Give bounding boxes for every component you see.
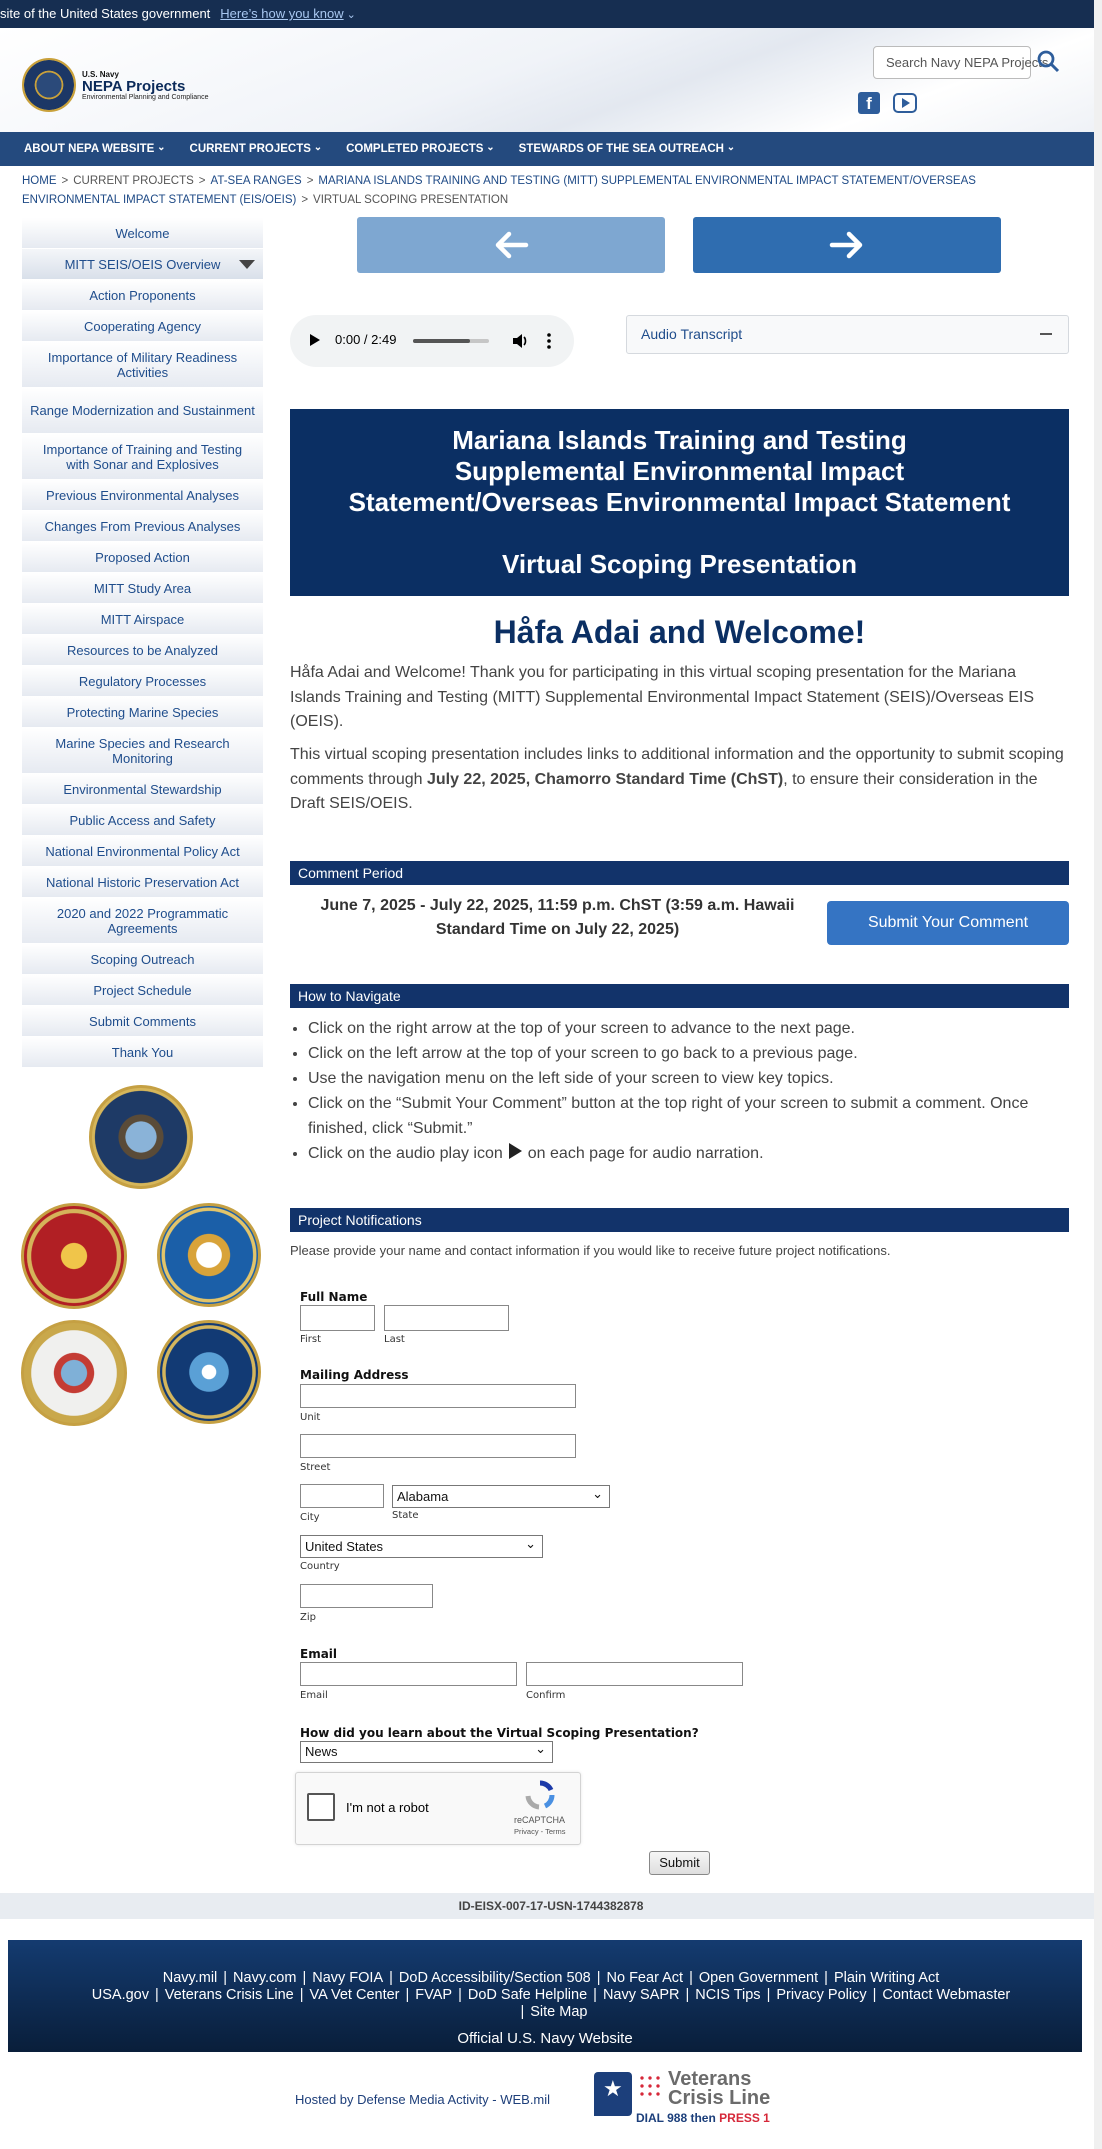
gov-banner [0, 0, 1102, 28]
footer-link[interactable]: Plain Writing Act [833, 1970, 940, 1986]
arrow-left-icon [494, 231, 528, 259]
sidebar-item[interactable]: Submit Comments [22, 1006, 263, 1037]
submit-your-comment-button[interactable]: Submit Your Comment [827, 901, 1069, 945]
sidebar-item[interactable]: Public Access and Safety [22, 805, 263, 836]
sidebar-item[interactable]: Resources to be Analyzed [22, 635, 263, 666]
footer-separator: | [405, 1987, 410, 2003]
breadcrumb-sep: > [61, 175, 69, 187]
comment-period-dates: June 7, 2025 - July 22, 2025, 11:59 p.m. ChST (3:59 a.m. Hawaii Standard Time on July 22, 2025) [320, 897, 795, 938]
air-force-emblem [157, 1320, 261, 1424]
footer-separator: | [689, 1970, 693, 1986]
footer-separator: | [299, 1987, 304, 2003]
previous-page-button[interactable] [357, 217, 665, 273]
breadcrumb-sep: > [198, 175, 206, 187]
footer-link[interactable]: Navy.com [233, 1970, 297, 1986]
email-input[interactable] [300, 1662, 517, 1686]
city-input[interactable] [300, 1484, 384, 1508]
footer-link[interactable]: DoD Safe Helpline [467, 1987, 588, 2003]
comment-period-header: Comment Period [290, 861, 1069, 885]
navy-seal-logo[interactable] [22, 58, 76, 112]
nav-stewards[interactable]: STEWARDS OF THE SEA OUTREACH ⌄ [519, 132, 735, 166]
sidebar-item[interactable]: Marine Species and Research Monitoring [22, 728, 263, 774]
nav-completed-projects[interactable]: COMPLETED PROJECTS ⌄ [346, 132, 495, 166]
scrollbar[interactable] [1094, 0, 1102, 2149]
sidebar-item[interactable]: Protecting Marine Species [22, 697, 263, 728]
breadcrumb-current[interactable]: CURRENT PROJECTS [73, 175, 194, 187]
sidebar-nav [22, 218, 263, 1068]
sidebar-item[interactable]: MITT Airspace [22, 604, 263, 635]
submit-button[interactable]: Submit [649, 1851, 710, 1875]
main-nav [0, 132, 1102, 166]
footer-separator: | [223, 1970, 228, 1986]
recaptcha-brand: reCAPTCHA [514, 1815, 566, 1825]
first-name-input[interactable] [300, 1305, 375, 1331]
email-heading: Email [300, 1647, 338, 1661]
sidebar-item[interactable]: Action Proponents [22, 280, 263, 311]
sidebar-item[interactable]: Environmental Stewardship [22, 774, 263, 805]
next-page-button[interactable] [693, 217, 1001, 273]
recaptcha-terms-link[interactable]: Privacy - Terms [514, 1827, 566, 1836]
footer-link[interactable]: Navy.mil [162, 1970, 218, 1986]
brand-subtitle: Environmental Planning and Compliance [82, 94, 209, 101]
recaptcha-checkbox[interactable] [307, 1793, 335, 1821]
email-label: Email [300, 1690, 328, 1701]
welcome-heading: Håfa Adai and Welcome! [493, 614, 866, 650]
state-label: State [392, 1510, 419, 1521]
vcl-text [668, 2070, 770, 2108]
learn-about-select[interactable]: News ⌄ [300, 1741, 553, 1763]
search-input[interactable]: Search Navy NEPA Projects [873, 46, 1031, 79]
heres-how-you-know-link[interactable]: Here’s how you know [220, 6, 344, 21]
sidebar-item[interactable]: MITT Study Area [22, 573, 263, 604]
footer-separator: | [154, 1987, 159, 2003]
footer-separator: | [389, 1970, 393, 1986]
play-icon[interactable] [310, 334, 320, 346]
recaptcha-logo-icon [525, 1780, 555, 1810]
footer-link[interactable]: Privacy Policy [776, 1987, 867, 2003]
sidebar-item[interactable]: Proposed Action [22, 542, 263, 573]
state-select[interactable]: Alabama ⌄ [392, 1485, 610, 1508]
sidebar-item[interactable]: Range Modernization and Sustainment [22, 388, 263, 434]
footer-link[interactable]: Veterans Crisis Line [164, 1987, 294, 2003]
mailing-address-label: Mailing Address [300, 1368, 409, 1382]
footer-link[interactable]: VA Vet Center [309, 1987, 400, 2003]
street-input[interactable] [300, 1434, 576, 1458]
star-icon: ★ [603, 2076, 623, 2101]
sidebar-item[interactable]: Previous Environmental Analyses [22, 480, 263, 511]
army-emblem [21, 1320, 127, 1426]
first-label: First [300, 1334, 322, 1345]
footer-link[interactable]: Site Map [530, 2004, 588, 2020]
confirm-label: Confirm [526, 1690, 566, 1701]
sidebar-item[interactable]: Project Schedule [22, 975, 263, 1006]
welcome-paragraph: Håfa Adai and Welcome! Thank you for participating in this virtual scoping presentation for the Mariana Islands Training and Testing (MITT) Supplemental Environmental Impact Statement (SEIS)/Overseas EIS (OEIS). [290, 664, 1035, 730]
list-item: • Click on the right arrow at the top of your screen to advance to the next page. [308, 1017, 1069, 1042]
footer-separator: | [458, 1987, 462, 2003]
recaptcha-label: I'm not a robot [346, 1800, 429, 1815]
vcl-dial-text [636, 2111, 770, 2125]
breadcrumb [22, 172, 1072, 210]
footer-row [40, 1970, 1062, 1987]
vcl-line: Crisis Line [668, 2087, 771, 2109]
vcl-press: PRESS 1 [719, 2111, 770, 2125]
chevron-down-icon[interactable]: ⌄ [343, 9, 356, 21]
footer-separator: | [302, 1970, 307, 1986]
footer-link[interactable]: Open Government [698, 1970, 819, 1986]
notifications-intro: Please provide your name and contact information if you would like to receive future project notifications. [290, 1243, 891, 1258]
footer-row [40, 1987, 1062, 2004]
navy-emblem [89, 1085, 193, 1189]
search-icon[interactable] [1036, 49, 1060, 73]
footer-link[interactable]: USA.gov [91, 1987, 149, 2003]
p2-text: This virtual scoping presentation includes links to additional information and the opportunity to submit scoping comments through [290, 746, 1064, 788]
footer-separator: | [593, 1987, 597, 2003]
gov-banner-text: site of the United States government [0, 6, 211, 21]
sidebar-item-label: MITT SEIS/OEIS Overview [64, 256, 221, 272]
volume-icon[interactable] [511, 332, 529, 350]
arrow-right-icon [830, 231, 864, 259]
footer-link[interactable]: NCIS Tips [695, 1987, 761, 2003]
footer-links [40, 1970, 1062, 2021]
brand-title[interactable]: NEPA Projects [82, 78, 186, 95]
list-item-text: Click on the audio play icon [308, 1144, 503, 1162]
footer-link[interactable]: DoD Accessibility/Section 508 [398, 1970, 591, 1986]
footer-link[interactable]: Navy FOIA [312, 1970, 384, 1986]
footer-row [40, 2004, 1062, 2021]
zip-label: Zip [300, 1612, 316, 1623]
audio-seek-progress [413, 339, 470, 343]
breadcrumb-sep: > [301, 194, 309, 206]
breadcrumb-sep: > [306, 175, 314, 187]
unit-input[interactable] [300, 1384, 576, 1408]
footer-separator: | [596, 1970, 601, 1986]
audio-transcript-title[interactable]: Audio Transcript [641, 326, 743, 342]
marine-corps-emblem [21, 1203, 127, 1309]
list-item: • Click on the left arrow at the top of your screen to go back to a previous page. [308, 1042, 1069, 1067]
country-label: Country [300, 1561, 340, 1572]
p2-deadline: July 22, 2025, Chamorro Standard Time (ChST) [426, 770, 784, 788]
unit-label: Unit [300, 1412, 321, 1423]
collapse-minus-icon[interactable] [1040, 333, 1052, 335]
street-label: Street [300, 1462, 331, 1473]
more-options-icon[interactable] [545, 332, 553, 350]
official-site-text: Official U.S. Navy Website [457, 2030, 633, 2047]
page-id: ID-EISX-007-17-USN-1744382878 [0, 1893, 1102, 1919]
brand-small: U.S. Navy [82, 70, 119, 79]
audio-time: 0:00 / 2:49 [335, 332, 397, 347]
caret-down-icon[interactable] [239, 260, 255, 269]
sidebar-item[interactable]: National Environmental Policy Act [22, 836, 263, 867]
last-name-input[interactable] [384, 1305, 509, 1331]
facebook-icon[interactable]: f [858, 92, 880, 114]
list-item-text: on each page for audio narration. [527, 1144, 764, 1162]
nav-current-projects[interactable]: CURRENT PROJECTS ⌄ [190, 132, 323, 166]
play-icon [509, 1143, 522, 1159]
vcl-line: Veterans [668, 2068, 752, 2090]
youtube-icon[interactable] [893, 93, 917, 113]
sidebar-item[interactable]: 2020 and 2022 Programmatic Agreements [22, 898, 263, 944]
dots-icon [638, 2074, 662, 2098]
hosted-by-link[interactable]: Hosted by Defense Media Activity - WEB.mil [295, 2092, 551, 2107]
sidebar-item[interactable]: Regulatory Processes [22, 666, 263, 697]
nav-about[interactable]: ABOUT NEPA WEBSITE ⌄ [24, 132, 166, 166]
learn-about-label: How did you learn about the Virtual Scoping Presentation? [300, 1726, 699, 1740]
last-label: Last [384, 1334, 405, 1345]
breadcrumb-home[interactable]: HOME [22, 175, 57, 187]
confirm-email-input[interactable] [526, 1662, 743, 1686]
sidebar-item[interactable]: National Historic Preservation Act [22, 867, 263, 898]
sidebar-item[interactable]: Scoping Outreach [22, 944, 263, 975]
sidebar-item[interactable]: Cooperating Agency [22, 311, 263, 342]
how-to-navigate-header: How to Navigate [290, 984, 1069, 1008]
banner-line: Statement/Overseas Environmental Impact Statement [348, 487, 1011, 517]
footer-link[interactable]: Contact Webmaster [882, 1987, 1011, 2003]
banner-line: Supplemental Environmental Impact [454, 456, 905, 486]
footer-separator: | [824, 1970, 828, 1986]
footer-separator: | [685, 1987, 690, 2003]
p2-text: , to ensure their consideration in the Draft SEIS/OEIS. [290, 770, 1038, 812]
breadcrumb-mitt[interactable]: MARIANA ISLANDS TRAINING AND TESTING (MITT) SUPPLEMENTAL ENVIRONMENTAL IMPACT STATEMENT/OVERSEAS ENVIRONMENTAL IMPACT STATEMENT (EIS/OEIS) [22, 175, 976, 206]
footer-link[interactable]: No Fear Act [606, 1970, 684, 1986]
vcl-dial: DIAL 988 then [636, 2111, 716, 2125]
list-item [308, 1142, 1069, 1167]
list-item: • Use the navigation menu on the left side of your screen to view key topics. [308, 1067, 1069, 1092]
title-banner [290, 409, 1069, 596]
sidebar-item[interactable]: Importance of Military Readiness Activities [22, 342, 263, 388]
footer-separator: | [766, 1987, 771, 2003]
footer-separator: | [520, 2004, 525, 2020]
project-notifications-header: Project Notifications [290, 1208, 1069, 1232]
sidebar-item[interactable]: Importance of Training and Testing with Sonar and Explosives [22, 434, 263, 480]
banner-line: Mariana Islands Training and Testing [452, 425, 907, 455]
list-item: • Click on the “Submit Your Comment” button at the top right of your screen to submit a comment. Once finished, click “Submit.” [308, 1092, 1069, 1141]
footer-link[interactable]: Navy SAPR [602, 1987, 680, 2003]
sidebar-item-welcome[interactable]: Welcome [22, 218, 263, 249]
sidebar-item-overview[interactable] [22, 249, 263, 280]
banner-subtitle: Virtual Scoping Presentation [502, 549, 857, 579]
scoping-paragraph [290, 743, 1069, 817]
breadcrumb-page: VIRTUAL SCOPING PRESENTATION [313, 194, 509, 206]
sidebar-item[interactable]: Thank You [22, 1037, 263, 1068]
sidebar-item[interactable]: Changes From Previous Analyses [22, 511, 263, 542]
city-label: City [300, 1512, 320, 1523]
full-name-label: Full Name [300, 1290, 368, 1304]
breadcrumb-atsea[interactable]: AT-SEA RANGES [210, 175, 302, 187]
footer-separator: | [872, 1987, 877, 2003]
footer-link[interactable]: FVAP [415, 1987, 453, 2003]
navigation-instructions [290, 1017, 1069, 1167]
coast-guard-emblem [157, 1203, 261, 1307]
zip-input[interactable] [300, 1584, 433, 1608]
country-select[interactable]: United States ⌄ [300, 1535, 543, 1558]
